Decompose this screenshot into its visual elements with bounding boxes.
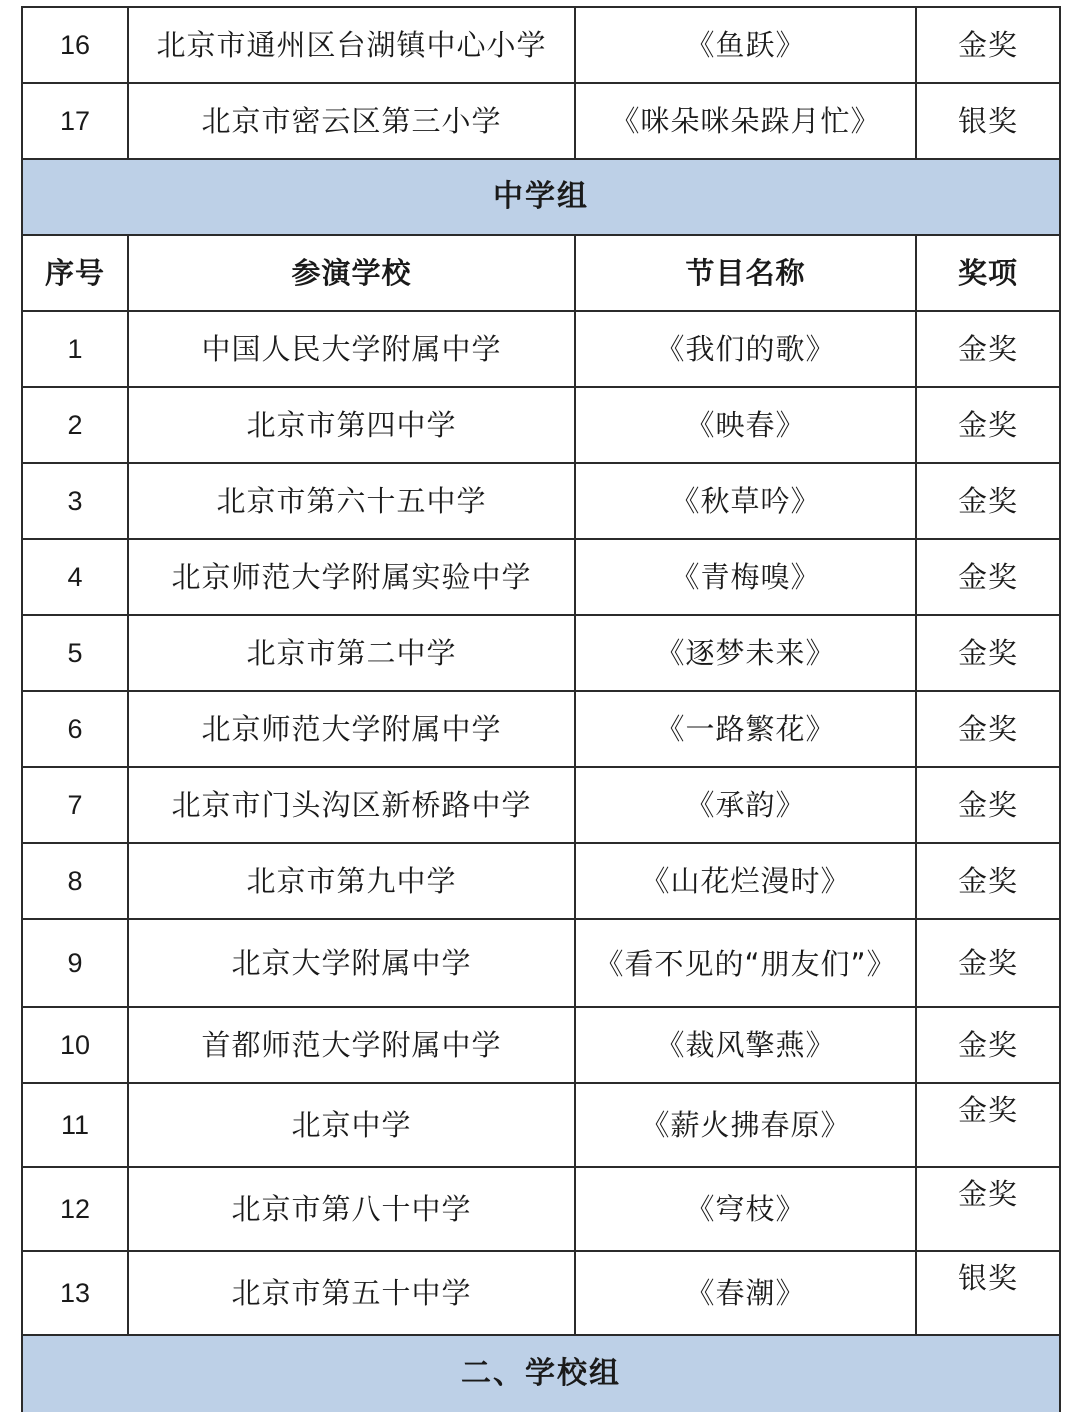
school-cell: 北京市第九中学 [128,843,575,919]
table-row [22,1251,1060,1335]
school-cell: 首都师范大学附属中学 [128,1007,575,1083]
award-cell: 金奖 [916,691,1060,767]
section-title: 中学组 [22,159,1060,235]
table-row [22,1167,1060,1251]
award-cell: 金奖 [916,7,1060,83]
program-cell: 《薪火拂春原》 [575,1083,916,1167]
table-row [22,311,1060,387]
award-cell: 金奖 [916,919,1060,1007]
table-row [22,83,1060,159]
table-row [22,1083,1060,1167]
row-number: 3 [22,463,128,539]
award-cell: 金奖 [916,539,1060,615]
program-cell: 《我们的歌》 [575,311,916,387]
award-cell: 金奖 [916,615,1060,691]
table-row [22,7,1060,83]
row-number: 5 [22,615,128,691]
school-cell: 北京市通州区台湖镇中心小学 [128,7,575,83]
program-cell: 《秋草吟》 [575,463,916,539]
school-cell: 北京市第六十五中学 [128,463,575,539]
school-cell: 北京中学 [128,1083,575,1167]
row-number: 6 [22,691,128,767]
school-cell: 北京市门头沟区新桥路中学 [128,767,575,843]
award-cell: 金奖 [916,843,1060,919]
award-cell: 金奖 [916,1083,1060,1167]
program-cell: 《承韵》 [575,767,916,843]
table-row [22,1007,1060,1083]
table-header-row [22,235,1060,311]
program-cell: 《一路繁花》 [575,691,916,767]
program-cell: 《逐梦未来》 [575,615,916,691]
header-number: 序号 [22,235,128,311]
row-number: 7 [22,767,128,843]
row-number: 11 [22,1083,128,1167]
school-cell: 北京大学附属中学 [128,919,575,1007]
row-number: 9 [22,919,128,1007]
award-cell: 银奖 [916,83,1060,159]
school-cell: 北京师范大学附属中学 [128,691,575,767]
row-number: 2 [22,387,128,463]
program-cell: 《裁风擎燕》 [575,1007,916,1083]
award-cell: 金奖 [916,1167,1060,1251]
program-cell: 《春潮》 [575,1251,916,1335]
section-heading-middle-school [22,159,1060,235]
row-number: 4 [22,539,128,615]
table-row [22,387,1060,463]
school-cell: 北京市密云区第三小学 [128,83,575,159]
award-cell: 金奖 [916,311,1060,387]
program-cell: 《青梅嗅》 [575,539,916,615]
header-program: 节目名称 [575,235,916,311]
table-row [22,691,1060,767]
award-cell: 金奖 [916,387,1060,463]
awards-table [21,6,1061,1412]
program-cell: 《看不见的“朋友们”》 [575,919,916,1007]
award-cell: 金奖 [916,1007,1060,1083]
row-number: 13 [22,1251,128,1335]
award-cell: 金奖 [916,767,1060,843]
table-row [22,539,1060,615]
school-cell: 北京师范大学附属实验中学 [128,539,575,615]
row-number: 1 [22,311,128,387]
school-cell: 北京市第四中学 [128,387,575,463]
award-cell: 金奖 [916,463,1060,539]
table-row [22,463,1060,539]
header-award: 奖项 [916,235,1060,311]
table-row [22,919,1060,1007]
row-number: 16 [22,7,128,83]
school-cell: 北京市第五十中学 [128,1251,575,1335]
section-title: 二、学校组 [22,1335,1060,1412]
row-number: 10 [22,1007,128,1083]
school-cell: 中国人民大学附属中学 [128,311,575,387]
program-cell: 《鱼跃》 [575,7,916,83]
program-cell: 《山花烂漫时》 [575,843,916,919]
row-number: 8 [22,843,128,919]
table-row [22,767,1060,843]
program-cell: 《咪朵咪朵跺月忙》 [575,83,916,159]
program-cell: 《映春》 [575,387,916,463]
table-row [22,615,1060,691]
school-cell: 北京市第二中学 [128,615,575,691]
table-row [22,843,1060,919]
section-heading-school-group [22,1335,1060,1412]
row-number: 17 [22,83,128,159]
program-cell: 《穹枝》 [575,1167,916,1251]
header-school: 参演学校 [128,235,575,311]
school-cell: 北京市第八十中学 [128,1167,575,1251]
row-number: 12 [22,1167,128,1251]
award-cell: 银奖 [916,1251,1060,1335]
